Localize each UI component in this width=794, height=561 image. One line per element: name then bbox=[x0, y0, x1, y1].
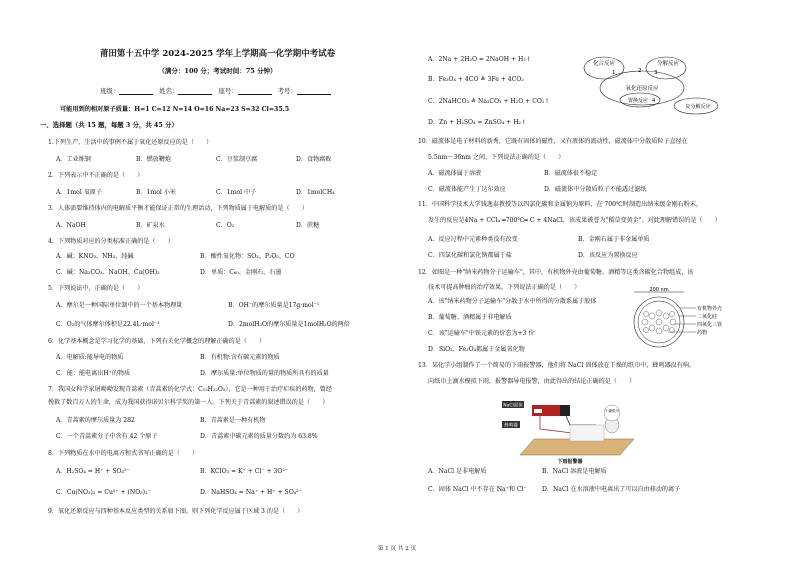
question-9-option-a[interactable]: A．2Na + 2H₂O = 2NaOH + H₂↑ bbox=[428, 56, 531, 63]
question-7-option-d[interactable]: D．青蒿素中碳元素的质量分数约为 63.8% bbox=[200, 433, 318, 440]
question-10-stem-continued: 5.5nm～36nm 之间，下列说法正确的是（ ） bbox=[428, 154, 565, 161]
question-1-option-c[interactable]: C．豆浆制豆腐 bbox=[216, 156, 258, 163]
question-4-option-b[interactable]: B．酸性氧化物：SO₂、P₂O₅、CO bbox=[200, 253, 295, 260]
question-5-option-a[interactable]: A．摩尔是一种国际单位制中的一个基本物理量 bbox=[56, 302, 183, 309]
question-5-option-d[interactable]: D．2molH₂O的摩尔质量是1molH₂O的两倍 bbox=[228, 321, 350, 328]
venn-number-4: 4 bbox=[652, 98, 656, 104]
question-12-option-a[interactable]: A．该"纳米药物分子运输车"分散于水中所得的分散系属于胶体 bbox=[428, 298, 597, 305]
question-12-option-c[interactable]: C．该"运输车"中铁元素的价态为+3 价 bbox=[428, 330, 535, 337]
label-silica: 二氧化硅 bbox=[697, 314, 718, 320]
question-2-option-a[interactable]: A．1mol 氧原子 bbox=[56, 189, 102, 196]
class-field-label: 班级： bbox=[100, 87, 120, 95]
question-13-stem: 13．某化学小组制作了一个简易的下雨报警器，他们将 NaCl 固体放在干燥的纸巾中，蜂鸣器没有响， bbox=[418, 362, 696, 369]
battery-black bbox=[560, 405, 570, 416]
question-5-option-b[interactable]: B．OH⁻的摩尔质量是17g·mol⁻¹ bbox=[228, 302, 320, 309]
question-10-option-d[interactable]: D．磁流体中分散质粒子不能透过滤纸 bbox=[544, 186, 647, 193]
label-nacl-solid: NaCl固体 bbox=[503, 403, 523, 409]
wooden-board bbox=[520, 439, 634, 455]
venn-label-decomposition: 分解反应 bbox=[656, 61, 680, 67]
question-6-option-d[interactable]: D．摩尔质量:单位物质的量的物质所具有的质量 bbox=[200, 370, 329, 377]
question-3-option-d[interactable]: D．蔗糖 bbox=[296, 222, 320, 229]
question-3-option-a[interactable]: A．NaOH bbox=[56, 222, 86, 229]
question-9-option-b[interactable]: B．Fe₃O₄ + 4CO ≜ 3Fe + 4CO₂ bbox=[428, 76, 524, 83]
question-7-option-c[interactable]: C．一个青蒿素分子中含有 42 个原子 bbox=[56, 433, 158, 440]
question-12-option-d[interactable]: D．SiO₂、Fe₃O₄都属于金属氧化物 bbox=[428, 346, 525, 353]
question-4-option-d[interactable]: D．单质：C₆₀、金刚石、石墨 bbox=[200, 269, 282, 276]
student-info-fields bbox=[100, 88, 335, 95]
venn-number-1: 1 bbox=[612, 70, 616, 76]
question-8-stem: 8．下列物质在水中的电离方程式书写正确的是（ ） bbox=[48, 450, 199, 457]
question-2-option-c[interactable]: C．1mol 中子 bbox=[216, 189, 257, 196]
question-3-stem: 3．人体需要维持体内的电解质平衡才能保证正常的生理活动，下列物质属于电解质的是（ ） bbox=[48, 205, 308, 212]
rain-alarm-illustration bbox=[500, 395, 640, 465]
exam-number-field[interactable] bbox=[297, 89, 331, 95]
question-2-option-b[interactable]: B．1mol 小米 bbox=[136, 189, 176, 196]
question-8-option-b[interactable]: B．KClO₃ = K⁺ + Cl⁻ + 3O²⁻ bbox=[200, 468, 289, 475]
label-iron-oxide: 四氧化三铁 bbox=[697, 322, 723, 328]
question-7-stem: 7．我国女科学家屠呦呦发现青蒿素（青蒿素的化学式：C₁₅H₂₂O₅），它是一种用于治疗疟疾的药物，曾经 bbox=[48, 386, 332, 393]
question-7-option-b[interactable]: B．青蒿素是一种有机物 bbox=[200, 417, 266, 424]
alarm-caption: 下雨报警器 bbox=[557, 459, 583, 465]
question-8-option-d[interactable]: D．NaHSO₄ = Na⁺ + H⁺ + SO₄²⁻ bbox=[200, 489, 302, 496]
label-organic-shell: 有机物外壳 bbox=[697, 306, 723, 312]
question-6-stem: 6．化学基本概念是学习化学的基础，下列有关化学概念的理解正确的是（ ） bbox=[48, 338, 266, 345]
venn-number-2: 2 bbox=[638, 68, 642, 74]
question-2-option-d[interactable]: D．1molCH₄ bbox=[296, 189, 335, 196]
reaction-type-venn-diagram bbox=[572, 48, 722, 118]
question-10-option-c[interactable]: C．磁流体能产生丁达尔效应 bbox=[428, 186, 506, 193]
question-10-option-a[interactable]: A．磁流体属于溶液 bbox=[428, 170, 482, 177]
question-13-option-b[interactable]: B．NaCl 溶液是电解质 bbox=[542, 468, 607, 475]
question-2-stem: 2．下列表示中不正确的是（ ） bbox=[48, 172, 144, 179]
question-6-option-a[interactable]: A．电解质:能导电的物质 bbox=[56, 354, 124, 361]
scale-label: 200 nm bbox=[649, 287, 669, 293]
question-11-option-c[interactable]: C．四氯化碳和氯化钠都属于盐 bbox=[428, 252, 512, 259]
question-6-option-b[interactable]: B．有机物:含有碳元素的物质 bbox=[200, 354, 280, 361]
page-footer: 第 1 页 共 2 页 bbox=[377, 546, 417, 552]
question-9-option-c[interactable]: C．2NaHCO₃ ≜ Na₂CO₃ + H₂O + CO₂↑ bbox=[428, 98, 550, 105]
question-12-stem-continued: 技术可提高肿瘤的治疗效果。下列说法正确的是（ ） bbox=[428, 284, 581, 291]
question-3-option-b[interactable]: B．矿泉水 bbox=[136, 222, 165, 229]
label-dry-tissue: 干燥纸巾 bbox=[605, 409, 619, 413]
question-4-option-a[interactable]: A．碱：KNO₃、NH₃、纯碱 bbox=[56, 253, 134, 260]
venn-label-displacement: 置换反应 bbox=[627, 98, 649, 104]
question-7-option-a[interactable]: A．青蒿素的摩尔质量为 282 bbox=[56, 417, 135, 424]
venn-number-3: 3 bbox=[654, 70, 658, 76]
question-11-option-b[interactable]: B．金刚石属于非金属单质 bbox=[578, 236, 650, 243]
name-field[interactable] bbox=[178, 89, 212, 95]
label-buzzer: 蜂鸣器 bbox=[504, 423, 518, 429]
question-5-option-c[interactable]: C．O₂的气体摩尔体积是22.4L·mol⁻¹ bbox=[56, 321, 160, 328]
iron-oxide-particles bbox=[642, 310, 676, 334]
organic-shell bbox=[634, 297, 684, 347]
venn-label-redox: 氧化还原反应 bbox=[625, 86, 659, 92]
page-title: 莆田第十五中学 2024-2025 学年上学期高一化学期中考试卷 bbox=[99, 49, 336, 59]
question-4-stem: 4．下列物质对应的分类标准正确的是（ ） bbox=[48, 238, 174, 245]
question-11-option-d[interactable]: D．该反应为置换反应 bbox=[578, 252, 638, 259]
question-4-option-c[interactable]: C．碱：Na₂CO₃、NaOH、Ca(OH)₂ bbox=[56, 269, 160, 276]
question-13-option-d[interactable]: D．NaCl 在水溶液中电离出了可以自由移动的离子 bbox=[542, 486, 681, 493]
question-3-option-c[interactable]: C．O₂ bbox=[216, 222, 235, 229]
exam-info: （满分：100 分；考试时间：75 分钟） bbox=[158, 67, 277, 75]
question-13-option-a[interactable]: A．NaCl 是非电解质 bbox=[428, 468, 487, 475]
question-1-option-b[interactable]: B．燃放鞭炮 bbox=[136, 156, 171, 163]
question-10-option-b[interactable]: B．磁流体很不稳定 bbox=[544, 170, 598, 177]
question-9-option-d[interactable]: D．Zn + H₂SO₄ = ZnSO₄ + H₂↑ bbox=[428, 119, 527, 126]
section-heading: 一、选择题（共 15 题，每题 3 分，共 45 分） bbox=[40, 121, 178, 129]
question-7-stem-continued: 挽救了数百万人的生命，成为我国获得诺贝尔科学奖的第一人。下列关于青蒿素的叙述错误的是（ ） bbox=[48, 399, 329, 406]
question-8-option-a[interactable]: A．H₂SO₄ = H⁺ + SO₄²⁻ bbox=[56, 468, 130, 475]
question-13-stem-continued: 向纸巾上滴水模拟下雨，报警器导电报警，由此得出的结论正确的是（ ） bbox=[428, 378, 636, 385]
question-1-stem: 1.下列生产、生活中的事例不属于氧化还原反应的是（ ） bbox=[48, 139, 213, 146]
nano-carrier-diagram bbox=[628, 286, 758, 356]
question-10-stem: 10．磁流体是电子材料的新秀，它既有固体的磁性，又有液体的流动性，磁流体中分散质粒子直径在 bbox=[418, 138, 688, 145]
question-12-option-b[interactable]: B．葡萄糖、酒精属于非电解质 bbox=[428, 314, 512, 321]
venn-label-metathesis: 复分解反应 bbox=[685, 104, 711, 110]
question-11-option-a[interactable]: A．反应过程中元素种类没有改变 bbox=[428, 236, 518, 243]
question-8-option-c[interactable]: C．Cu(NO₃)₂ = Cu²⁺ + (NO₃)₂⁻ bbox=[56, 489, 151, 496]
atomic-masses: 可能用到的相对原子质量：H=1 C=12 N=14 O=16 Na=23 S=32 Cl=35.5 bbox=[60, 106, 290, 113]
silica-layer bbox=[638, 301, 680, 343]
question-13-option-c[interactable]: C．固体 NaCl 中不存在 Na⁺和 Cl⁻ bbox=[428, 486, 527, 493]
class-field[interactable] bbox=[119, 89, 153, 95]
question-11-stem-continued: 发生的反应是4Na + CCl₄ ═700℃═ C + 4NaCl，该成果被誉为"稻草变黄金"。对此理解错误的是（ ） bbox=[428, 217, 721, 224]
dry-tissue bbox=[570, 425, 604, 441]
question-11-stem: 11．中国科学技术大学钱逸泰教授等以四氯化碳和金属钠为原料，在 700℃时制造出纳米级金刚石粉末， bbox=[418, 201, 703, 208]
question-9-stem: 9．氧化还原反应与四种基本反应类型的关系如下图，则下列化学反应属于区域 3 的是（ ） bbox=[48, 508, 304, 515]
label-drug: 药物 bbox=[697, 330, 708, 336]
venn-label-combination: 化合反应 bbox=[592, 61, 616, 67]
question-5-stem: 5．下列说法中，正确的是（ ） bbox=[48, 285, 144, 292]
seat-field[interactable] bbox=[238, 89, 272, 95]
seat-field-label: 座号： bbox=[218, 87, 238, 95]
question-1-option-d[interactable]: D．食物腐败 bbox=[296, 156, 332, 163]
exam-number-field-label: 考号： bbox=[277, 87, 297, 95]
question-1-option-a[interactable]: A．工业炼钢 bbox=[56, 156, 91, 163]
question-12-stem: 12．如图是一种"纳米药物分子运输车"，其中，有机物外壳由葡萄糖、酒精等这类含碳化合物组成，该 bbox=[418, 269, 694, 276]
question-6-option-c[interactable]: C．能：能电离出H⁺的物质 bbox=[56, 370, 131, 377]
name-field-label: 姓名： bbox=[159, 87, 179, 95]
